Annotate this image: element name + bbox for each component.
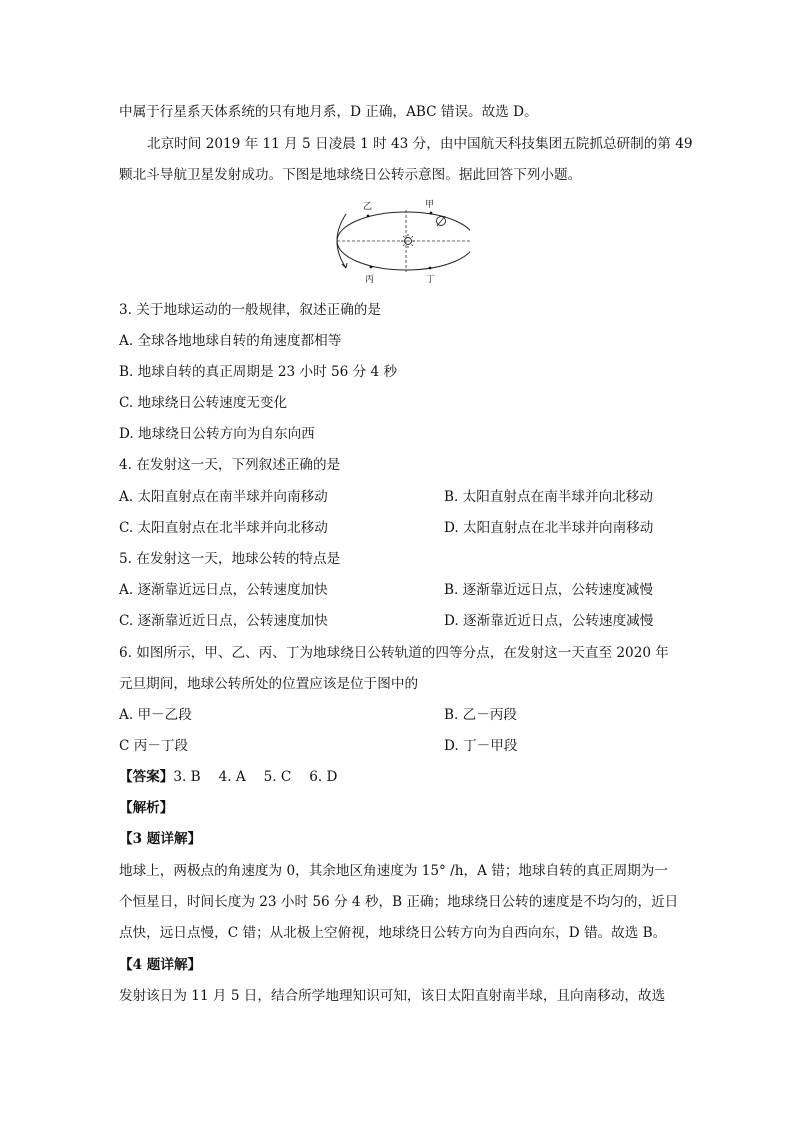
point-jia — [430, 212, 433, 215]
q6-option-c: C 丙－丁段 — [119, 738, 189, 754]
intro-line-1: 中属于行星系天体系统的只有地月系，D 正确，ABC 错误。故选 D。 — [119, 104, 538, 120]
q6-option-b: B. 乙－丙段 — [444, 707, 518, 723]
q3-detail-heading: 【3 题详解】 — [119, 831, 202, 847]
question-3-stem: 3. 关于地球运动的一般规律，叙述正确的是 — [119, 302, 381, 318]
intro-line-2: 北京时间 2019 年 11 月 5 日凌晨 1 时 43 分，由中国航天科技集团五院抓总研制的第 49 — [147, 136, 693, 152]
earth-orbit-diagram — [330, 196, 470, 286]
q4-option-b: B. 太阳直射点在南半球并向北移动 — [444, 489, 653, 505]
point-ding — [429, 267, 432, 270]
q3-option-d: D. 地球绕日公转方向为自东向西 — [119, 426, 315, 442]
answer-line — [119, 767, 337, 787]
q4-detail-line-1: 发射该日为 11 月 5 日，结合所学地理知识可知，该日太阳直射南半球，且向南移动，故选 — [119, 988, 666, 1004]
answer-label: 【答案】 — [119, 769, 174, 785]
q6-option-a: A. 甲－乙段 — [119, 707, 192, 723]
point-bing — [370, 266, 373, 269]
intro-line-3: 颗北斗导航卫星发射成功。下图是地球绕日公转示意图。据此回答下列小题。 — [119, 167, 582, 183]
q4-option-a: A. 太阳直射点在南半球并向南移动 — [119, 489, 328, 505]
q3-option-c: C. 地球绕日公转速度无变化 — [119, 395, 288, 411]
earth-icon — [437, 216, 446, 226]
question-5-stem: 5. 在发射这一天，地球公转的特点是 — [119, 551, 341, 567]
q4-detail-heading: 【4 题详解】 — [119, 957, 202, 973]
q5-option-b: B. 逐渐靠近远日点，公转速度减慢 — [444, 582, 653, 598]
q3-option-a: A. 全球各地地球自转的角速度都相等 — [119, 333, 342, 349]
label-bing: 丙 — [365, 275, 375, 285]
q5-option-d: D. 逐渐靠近近日点，公转速度减慢 — [444, 613, 654, 629]
analysis-label: 【解析】 — [119, 800, 174, 816]
q5-option-a: A. 逐渐靠近远日点，公转速度加快 — [119, 582, 328, 598]
question-4-stem: 4. 在发射这一天，下列叙述正确的是 — [119, 457, 341, 473]
label-yi: 乙 — [363, 202, 373, 212]
answer-text: 3. B 4. A 5. C 6. D — [173, 769, 338, 785]
point-yi — [367, 215, 370, 218]
q5-option-c: C. 逐渐靠近近日点，公转速度加快 — [119, 613, 328, 629]
question-6-stem-line-2: 元旦期间，地球公转所处的位置应该是位于图中的 — [119, 676, 419, 692]
q4-option-d: D. 太阳直射点在北半球并向南移动 — [444, 520, 654, 536]
q3-option-b: B. 地球自转的真正周期是 23 小时 56 分 4 秒 — [119, 364, 398, 380]
q3-detail-line-3: 点快，远日点慢，C 错；从北极上空俯视，地球绕日公转方向为自西向东，D 错。故选 B。 — [119, 925, 667, 941]
q4-option-c: C. 太阳直射点在北半球并向北移动 — [119, 520, 328, 536]
label-jia: 甲 — [425, 200, 435, 210]
q6-option-d: D. 丁－甲段 — [444, 738, 518, 754]
q3-detail-line-2: 个恒星日，时间长度为 23 小时 56 分 4 秒，B 正确；地球绕日公转的速度是不均匀的，近日 — [119, 894, 679, 910]
q3-detail-line-1: 地球上，两极点的角速度为 0，其余地区角速度为 15° /h，A 错；地球自转的真正周期为一 — [119, 863, 668, 879]
label-ding: 丁 — [426, 275, 436, 285]
question-6-stem-line-1: 6. 如图所示，甲、乙、丙、丁为地球绕日公转轨道的四等分点，在发射这一天直至 2020 年 — [119, 645, 669, 661]
